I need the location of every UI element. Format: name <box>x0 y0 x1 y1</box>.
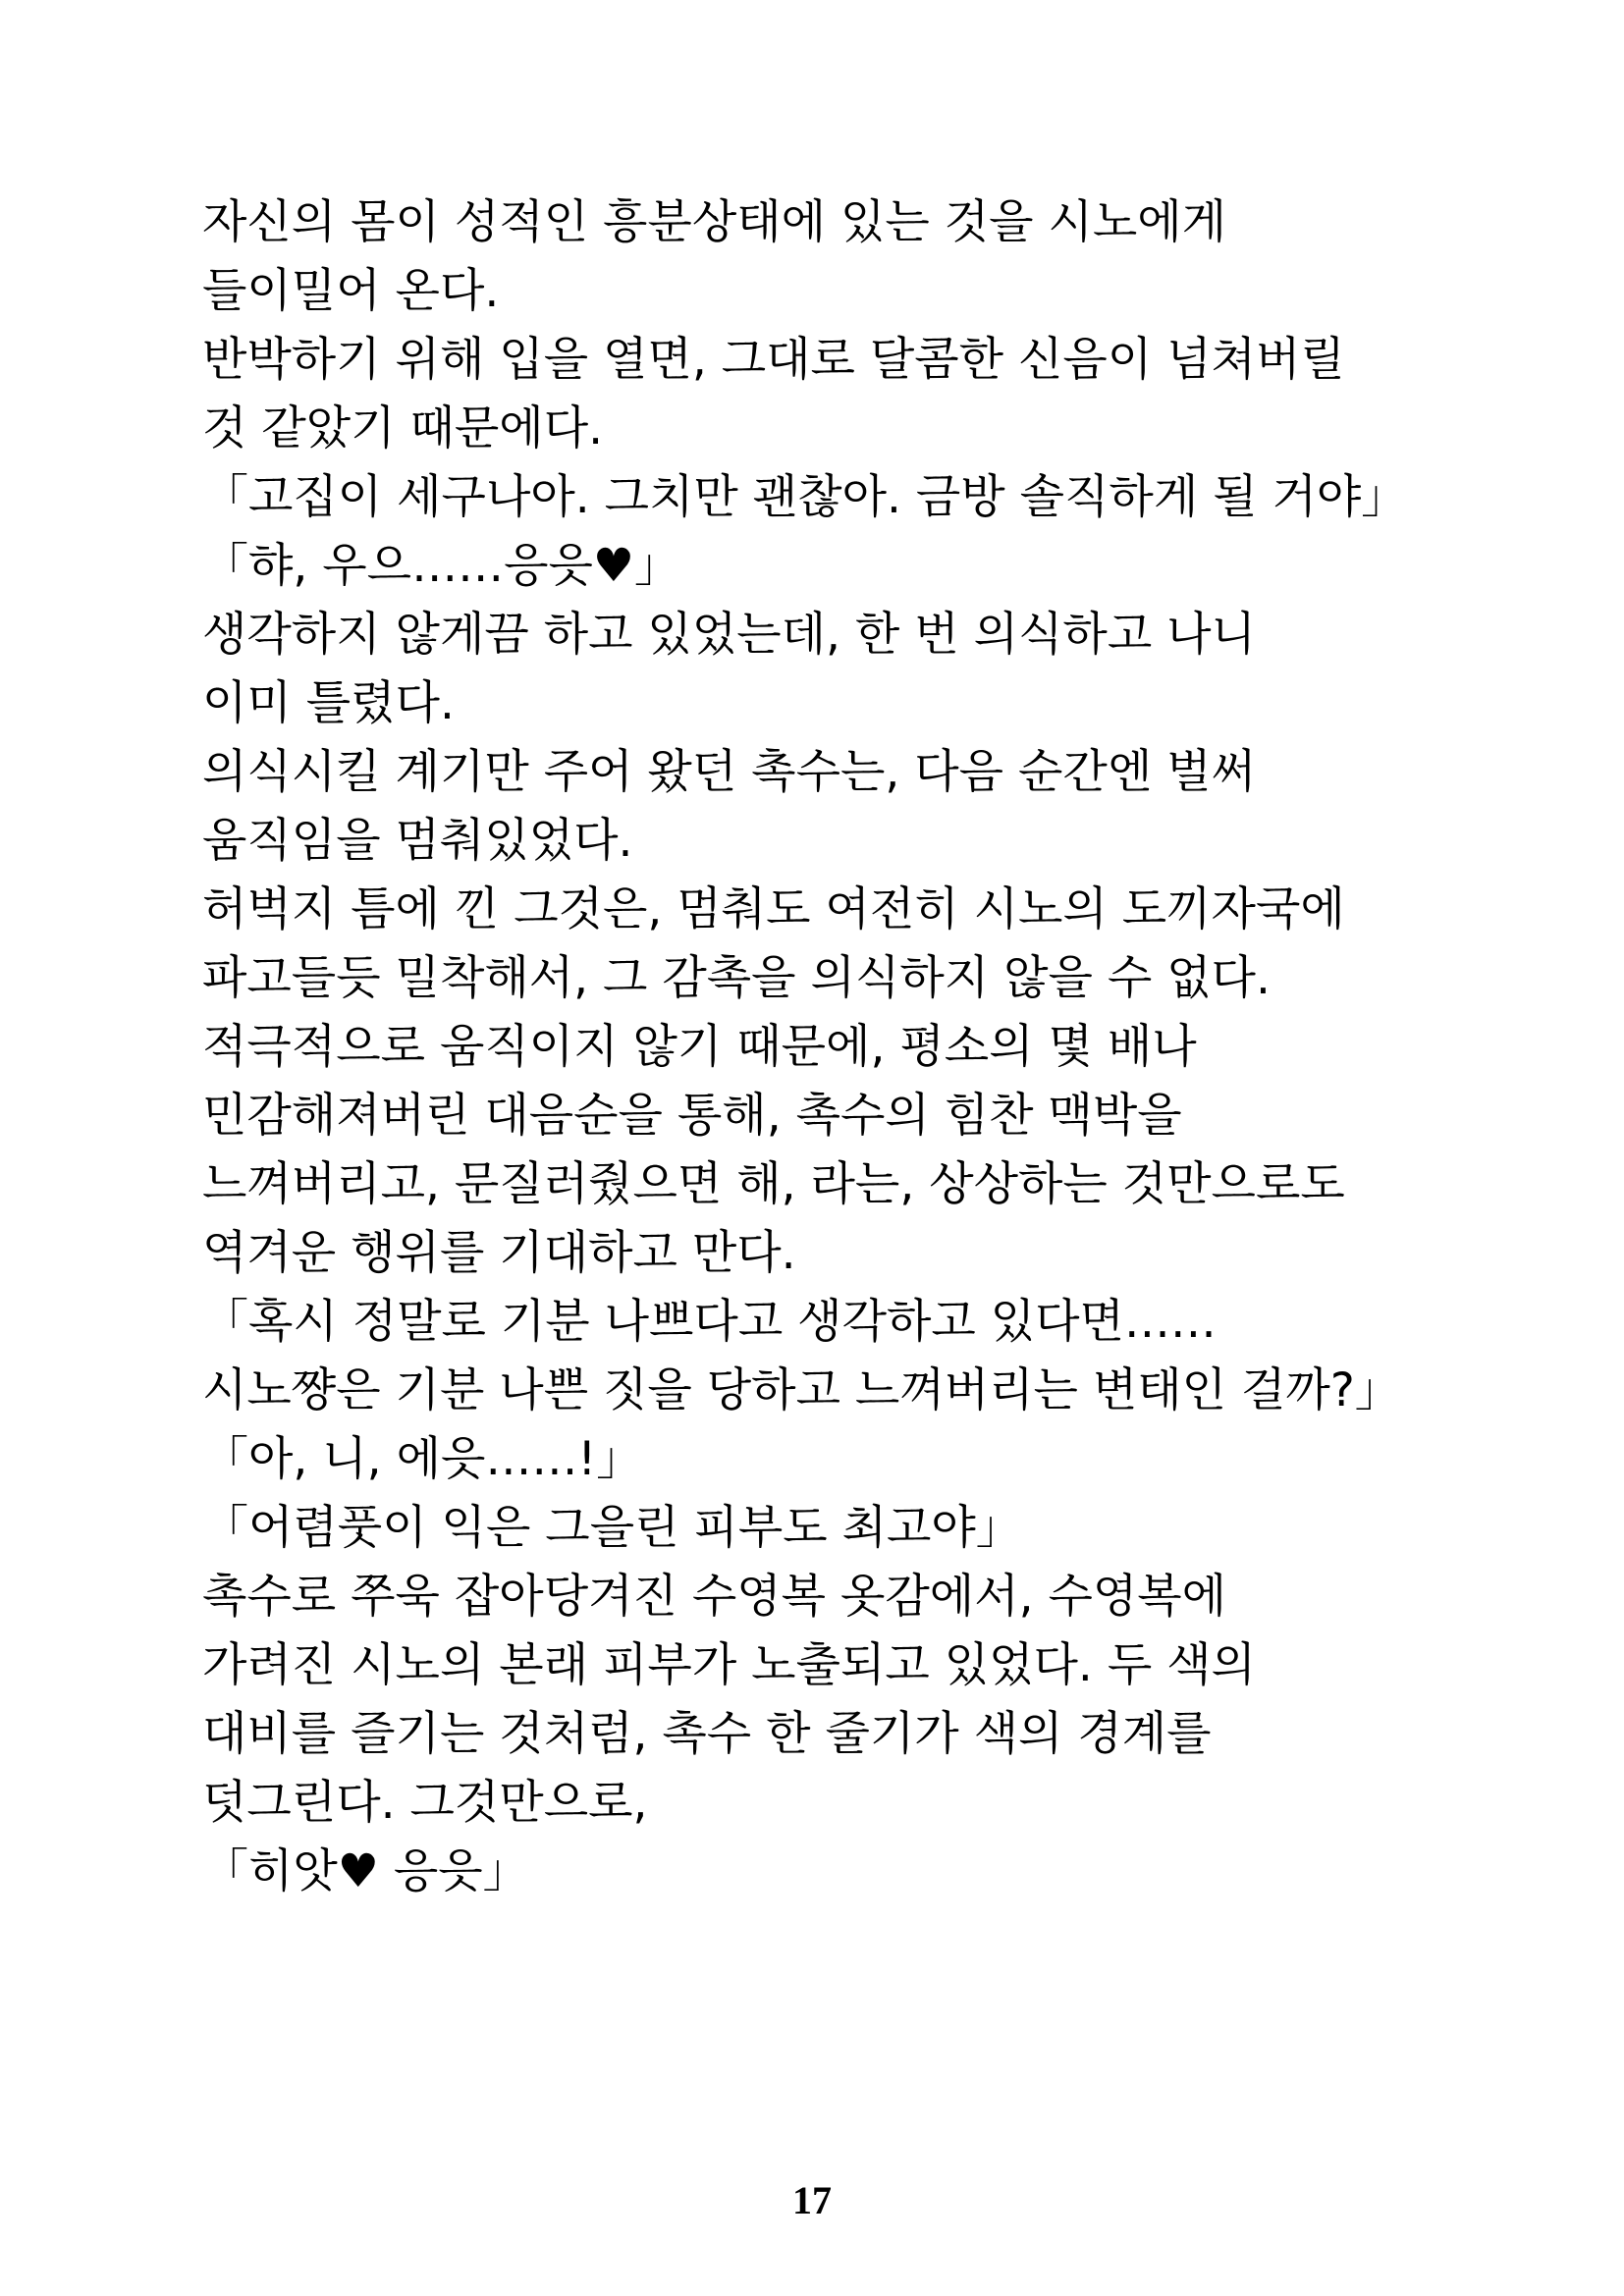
text-line: 시노쨩은 기분 나쁜 짓을 당하고 느껴버리는 변태인 걸까?」 <box>202 1363 1401 1417</box>
text-line: 「어렴풋이 익은 그을린 피부도 최고야」 <box>202 1501 1022 1555</box>
text-line: 이미 틀렸다. <box>202 676 455 730</box>
text-line: 자신의 몸이 성적인 흥분상태에 있는 것을 시노에게 <box>202 195 1227 249</box>
text-line: 「아, 니, 에읏……!」 <box>202 1432 643 1486</box>
text-line: 파고들듯 밀착해서, 그 감촉을 의식하지 않을 수 없다. <box>202 951 1271 1005</box>
text-line: 허벅지 틈에 낀 그것은, 멈춰도 여전히 시노의 도끼자국에 <box>202 882 1345 936</box>
body-text <box>202 188 1479 1906</box>
text-line: 움직임을 멈춰있었다. <box>202 814 633 868</box>
text-line: 「혹시 정말로 기분 나쁘다고 생각하고 있다면…… <box>202 1295 1217 1349</box>
text-line: 느껴버리고, 문질러줬으면 해, 라는, 상상하는 것만으로도 <box>202 1157 1345 1211</box>
text-line: 「고집이 세구나아. 그치만 괜찮아. 금방 솔직하게 될 거야」 <box>202 470 1408 524</box>
text-line: 것 같았기 때문에다. <box>202 401 604 455</box>
text-line: 덧그린다. 그것만으로, <box>202 1776 648 1830</box>
text-line: 들이밀어 온다. <box>202 264 500 318</box>
text-line: 생각하지 않게끔 하고 있었는데, 한 번 의식하고 나니 <box>202 608 1256 662</box>
text-line: 「햐, 우으……응읏♥」 <box>202 539 681 593</box>
text-line: 적극적으로 움직이지 않기 때문에, 평소의 몇 배나 <box>202 1020 1197 1074</box>
text-line: 대비를 즐기는 것처럼, 촉수 한 줄기가 색의 경계를 <box>202 1707 1212 1761</box>
text-line: 역겨운 행위를 기대하고 만다. <box>202 1226 796 1280</box>
text-line: 반박하기 위해 입을 열면, 그대로 달콤한 신음이 넘쳐버릴 <box>202 333 1345 387</box>
text-line: 가려진 시노의 본래 피부가 노출되고 있었다. 두 색의 <box>202 1638 1256 1692</box>
text-line: 민감해져버린 대음순을 통해, 촉수의 힘찬 맥박을 <box>202 1089 1182 1143</box>
text-line: 「히앗♥ 응읏」 <box>202 1844 529 1898</box>
text-line: 촉수로 쭈욱 잡아당겨진 수영복 옷감에서, 수영복에 <box>202 1570 1227 1624</box>
text-line: 의식시킬 계기만 주어 왔던 촉수는, 다음 순간엔 벌써 <box>202 745 1256 799</box>
page-number: 17 <box>792 2178 832 2222</box>
